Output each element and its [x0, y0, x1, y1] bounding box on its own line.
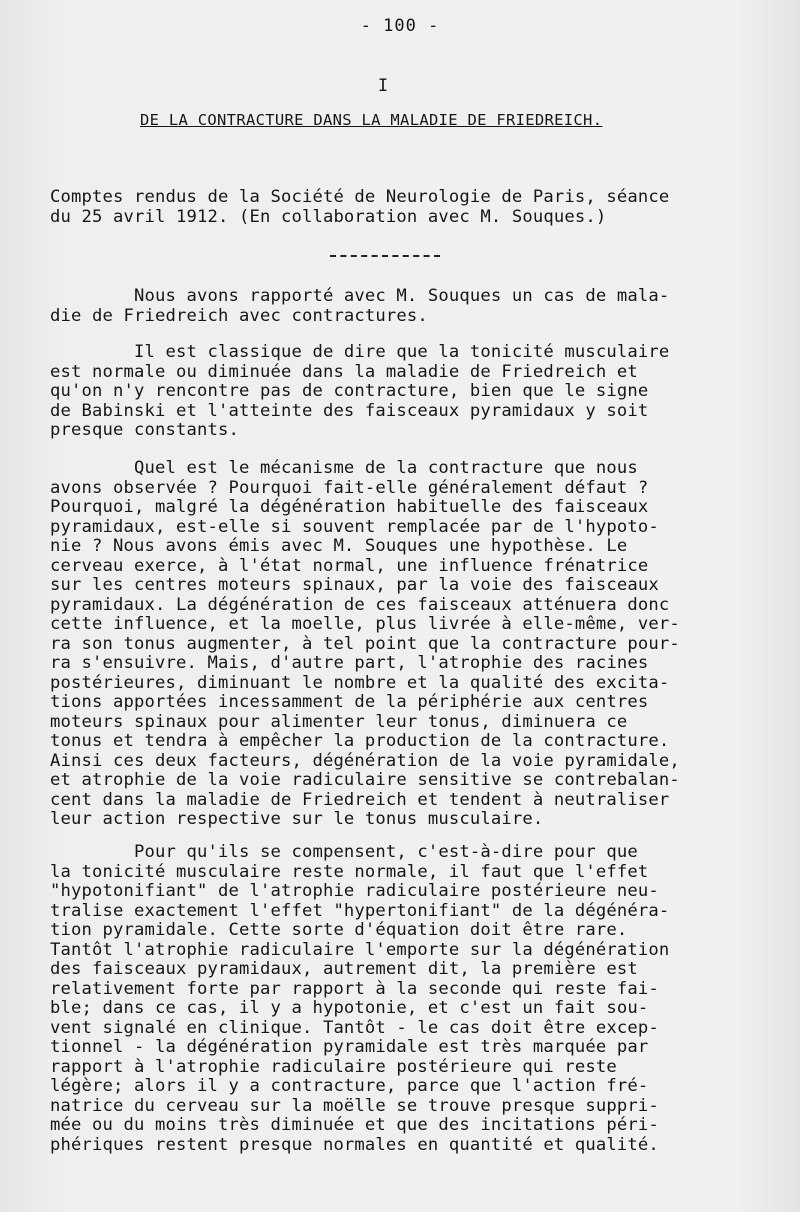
text-line: cette influence, et la moelle, plus livrée à elle-même, ver- — [50, 614, 680, 634]
text-line: légère; alors il y a contracture, parce que l'action fré- — [50, 1076, 649, 1096]
dashed-divider — [330, 255, 440, 257]
text-line: pyramidaux, est-elle si souvent remplacée par de l'hypoto- — [50, 516, 659, 537]
text-line: presque constants. — [50, 420, 239, 440]
text-line: ra son tonus augmenter, à tel point que la contracture pour- — [50, 633, 680, 654]
text-line: et atrophie de la voie radiculaire sensitive se contrebalan- — [50, 770, 680, 790]
text-line: relativement forte par rapport à la seconde qui reste fai- — [50, 978, 659, 999]
text-line: qu'on n'y rencontre pas de contracture, bien que le signe — [50, 381, 649, 401]
text-line: pyramidaux. La dégénération de ces faisceaux atténuera donc — [50, 594, 670, 615]
text-line: nie ? Nous avons émis avec M. Souques une hypothèse. Le — [50, 536, 628, 556]
text-line: cerveau exerce, à l'état normal, une influence frénatrice — [50, 555, 649, 576]
text-line: Pourquoi, malgré la dégénération habituelle des faisceaux — [50, 497, 649, 517]
text-line: "hypotonifiant" de l'atrophie radiculaire postérieure neu- — [50, 881, 659, 901]
text-line: tionnel - la dégénération pyramidale est très marquée par — [50, 1037, 649, 1057]
text-line: des faisceaux pyramidaux, autrement dit, la première est — [50, 959, 638, 979]
text-line: la tonicité musculaire reste normale, il faut que l'effet — [50, 861, 649, 882]
text-line: sur les centres moteurs spinaux, par la voie des faisceaux — [50, 575, 659, 595]
text-line: ra s'ensuivre. Mais, d'autre part, l'atrophie des racines — [50, 653, 649, 673]
section-title: DE LA CONTRACTURE DANS LA MALADIE DE FRIEDREICH. — [140, 111, 603, 129]
text-line: Nous avons rapporté avec M. Souques un cas de mala- — [50, 286, 670, 306]
text-line: tions apportées incessamment de la périphérie aux centres — [50, 692, 649, 712]
text-line: Il est classique de dire que la tonicité musculaire — [50, 342, 670, 362]
page-number: - 100 - — [360, 16, 440, 36]
text-line: Tantôt l'atrophie radiculaire l'emporte sur la dégénération — [50, 939, 670, 960]
text-line: postérieures, diminuant le nombre et la qualité des excita- — [50, 672, 670, 693]
text-line: natrice du cerveau sur la moëlle se trouve presque suppri- — [50, 1095, 659, 1116]
section-numeral: I — [377, 76, 389, 96]
text-line: Ainsi ces deux facteurs, dégénération de la voie pyramidale, — [50, 750, 680, 771]
text-line: avons observée ? Pourquoi fait-elle généralement défaut ? — [50, 477, 649, 498]
text-line: phériques restent presque normales en quantité et qualité. — [50, 1134, 659, 1155]
paragraph-3 — [50, 459, 680, 830]
text-line: est normale ou diminuée dans la maladie de Friedreich et — [50, 361, 638, 382]
text-line: moteurs spinaux pour alimenter leur tonus, diminuera ce — [50, 711, 628, 732]
text-line: de Babinski et l'atteinte des faisceaux pyramidaux y soit — [50, 400, 649, 421]
text-line: vent signalé en clinique. Tantôt - le cas doit être excep- — [50, 1017, 659, 1038]
text-line: cent dans la maladie de Friedreich et tendent à neutraliser — [50, 789, 670, 810]
text-line: tralise exactement l'effet "hypertonifiant" de la dégénéra- — [50, 900, 670, 921]
text-line: tion pyramidale. Cette sorte d'équation doit être rare. — [50, 920, 628, 940]
text-line: ble; dans ce cas, il y a hypotonie, et c'est un fait sou- — [50, 998, 649, 1018]
paragraph-2 — [50, 343, 669, 441]
text-line: leur action respective sur le tonus musculaire. — [50, 809, 544, 829]
paragraph-4 — [50, 843, 669, 1155]
text-line: Quel est le mécanisme de la contracture que nous — [50, 458, 638, 478]
citation-line: du 25 avril 1912. (En collaboration avec M. Souques.) — [50, 206, 607, 227]
paragraph-1 — [50, 287, 669, 326]
text-line: mée ou du moins très diminuée et que des incitations péri- — [50, 1115, 659, 1135]
citation-line: Comptes rendus de la Société de Neurologie de Paris, séance — [50, 187, 670, 207]
text-line: Pour qu'ils se compensent, c'est-à-dire pour que — [50, 842, 638, 862]
citation — [50, 188, 669, 227]
text-line: rapport à l'atrophie radiculaire postérieure qui reste — [50, 1056, 617, 1077]
text-line: die de Friedreich avec contractures. — [50, 305, 428, 326]
text-line: tonus et tendra à empêcher la production de la contracture. — [50, 731, 670, 751]
